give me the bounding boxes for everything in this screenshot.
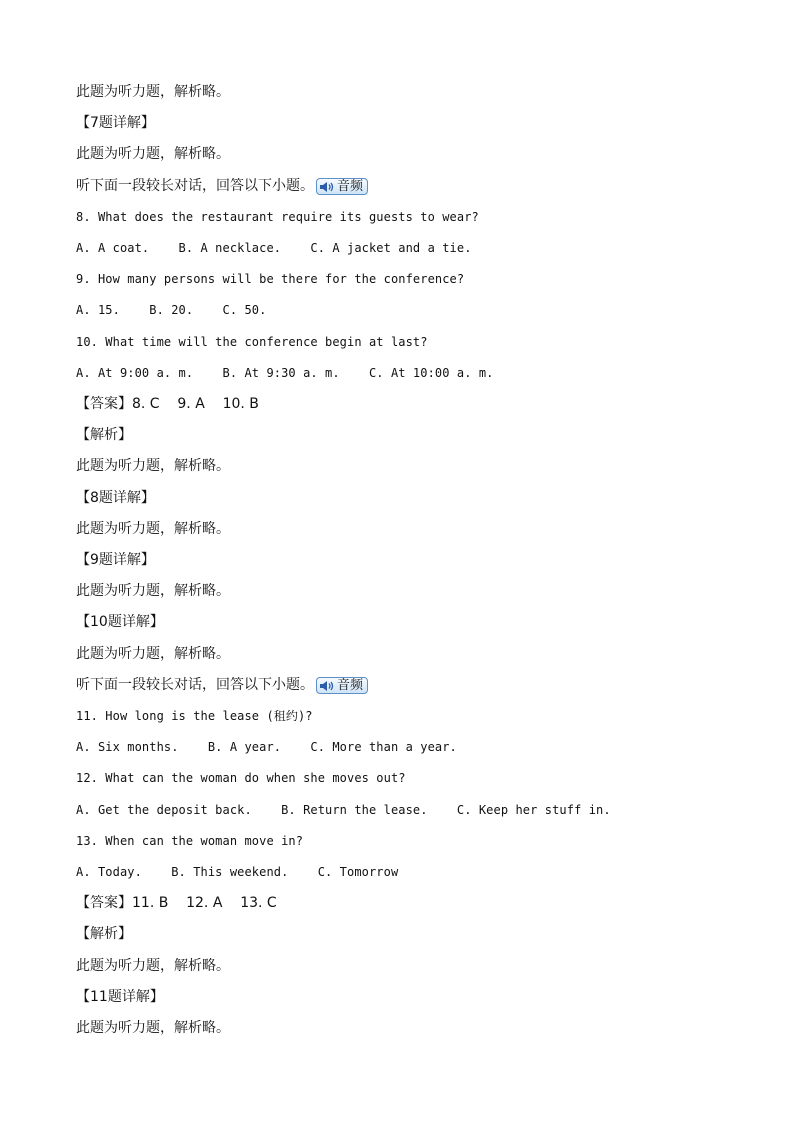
line-text: A. At 9:00 a. m. B. At 9:30 a. m. C. At 10:00 a. m. bbox=[76, 366, 494, 380]
audio-button-label: 音频 bbox=[337, 678, 364, 693]
speaker-icon bbox=[319, 680, 335, 692]
question-line bbox=[76, 831, 303, 851]
line-text: 【7题详解】 bbox=[76, 115, 155, 131]
text-line bbox=[76, 612, 164, 632]
audio-button-label: 音频 bbox=[337, 179, 364, 194]
question-line bbox=[76, 737, 457, 757]
line-text: A. A coat. B. A necklace. C. A jacket and a tie. bbox=[76, 241, 472, 255]
line-text: 【11题详解】 bbox=[76, 989, 164, 1005]
question-line bbox=[76, 862, 398, 882]
line-text: 此题为听力题，解析略。 bbox=[76, 646, 230, 662]
text-line bbox=[76, 82, 230, 102]
text-line bbox=[76, 519, 230, 539]
text-line bbox=[76, 488, 155, 508]
speaker-icon bbox=[319, 181, 335, 193]
question-line bbox=[76, 800, 611, 820]
line-text: A. 15. B. 20. C. 50. bbox=[76, 303, 267, 317]
line-text: 听下面一段较长对话，回答以下小题。 bbox=[76, 178, 314, 194]
text-line bbox=[76, 144, 230, 164]
line-text: 【答案】8. C 9. A 10. B bbox=[76, 396, 259, 412]
text-line bbox=[76, 550, 155, 570]
question-line bbox=[76, 768, 406, 788]
question-line bbox=[76, 207, 479, 227]
text-line bbox=[76, 394, 259, 414]
line-text: 【答案】11. B 12. A 13. C bbox=[76, 895, 277, 911]
line-text: 9. How many persons will be there for the conference? bbox=[76, 272, 465, 286]
question-line bbox=[76, 332, 428, 352]
line-text: 此题为听力题，解析略。 bbox=[76, 1020, 230, 1036]
line-text: 【10题详解】 bbox=[76, 614, 164, 630]
text-line bbox=[76, 113, 155, 133]
text-line bbox=[76, 956, 230, 976]
audio-button[interactable] bbox=[316, 178, 368, 195]
text-line bbox=[76, 924, 132, 944]
text-line bbox=[76, 456, 230, 476]
text-line bbox=[76, 581, 230, 601]
question-line bbox=[76, 238, 472, 258]
question-line bbox=[76, 706, 313, 726]
line-text: 此题为听力题，解析略。 bbox=[76, 583, 230, 599]
instruction-line bbox=[76, 176, 368, 196]
line-text: 此题为听力题，解析略。 bbox=[76, 521, 230, 537]
line-text: A. Today. B. This weekend. C. Tomorrow bbox=[76, 865, 399, 879]
line-text: A. Get the deposit back. B. Return the lease. C. Keep her stuff in. bbox=[76, 803, 611, 817]
line-text: 【8题详解】 bbox=[76, 490, 155, 506]
line-text: 10. What time will the conference begin at last? bbox=[76, 335, 428, 349]
text-line bbox=[76, 987, 164, 1007]
line-text: 此题为听力题，解析略。 bbox=[76, 146, 230, 162]
line-text: 13. When can the woman move in? bbox=[76, 834, 304, 848]
line-text: 此题为听力题，解析略。 bbox=[76, 458, 230, 474]
line-text: 此题为听力题，解析略。 bbox=[76, 958, 230, 974]
line-text: 8. What does the restaurant require its guests to wear? bbox=[76, 210, 479, 224]
text-line bbox=[76, 425, 132, 445]
line-text: 11. How long is the lease (租约)? bbox=[76, 709, 313, 723]
question-line bbox=[76, 300, 266, 320]
line-text: 12. What can the woman do when she moves out? bbox=[76, 771, 406, 785]
text-line bbox=[76, 644, 230, 664]
text-line bbox=[76, 1018, 230, 1038]
line-text: A. Six months. B. A year. C. More than a year. bbox=[76, 740, 457, 754]
line-text: 听下面一段较长对话，回答以下小题。 bbox=[76, 677, 314, 693]
line-text: 【解析】 bbox=[76, 427, 132, 443]
line-text: 【解析】 bbox=[76, 926, 132, 942]
question-line bbox=[76, 363, 494, 383]
audio-button[interactable] bbox=[316, 677, 368, 694]
line-text: 此题为听力题，解析略。 bbox=[76, 84, 230, 100]
question-line bbox=[76, 269, 464, 289]
line-text: 【9题详解】 bbox=[76, 552, 155, 568]
text-line bbox=[76, 893, 277, 913]
instruction-line bbox=[76, 675, 368, 695]
